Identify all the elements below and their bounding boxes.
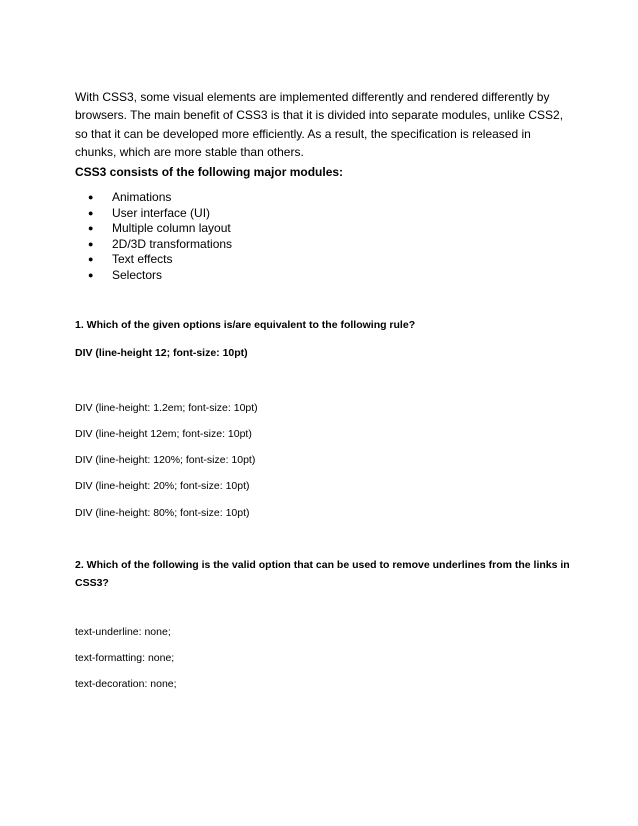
bullet-icon: ● [88,207,94,218]
intro-paragraph: With CSS3, some visual elements are implemented differently and rendered differently by browsers. The main benefit of CSS3 is that it is divided into separate modules, unlike CSS2, so that it can be developed more efficiently. As a result, the specification is released in chunks, which are more stable than others. [75,90,564,159]
bullet-icon: ● [88,238,94,249]
bullet-icon: ● [88,223,94,233]
list-item [75,268,232,284]
list-item-label: Text effects [112,252,173,266]
list-item [75,237,232,253]
modules-heading: CSS3 consists of the following major modules: [75,165,344,179]
question-2-option-c: text-decoration: none; [75,678,177,690]
question-2-option-a: text-underline: none; [75,626,171,638]
list-item-label: Multiple column layout [112,221,231,235]
question-1-option-e: DIV (line-height: 80%; font-size: 10pt) [75,507,250,519]
bullet-icon: ● [88,269,94,280]
question-2-option-b: text-formatting: none; [75,652,175,664]
question-1-option-d: DIV (line-height: 20%; font-size: 10pt) [75,480,250,492]
list-item [75,252,232,268]
question-1-option-a: DIV (line-height: 1.2em; font-size: 10pt) [75,402,258,414]
question-1-option-b: DIV (line-height 12em; font-size: 10pt) [75,428,252,440]
modules-list [75,190,232,283]
question-2-title: 2. Which of the following is the valid option that can be used to remove underlines from the links in CSS3? [75,559,570,589]
bullet-icon: ● [88,192,94,202]
question-1-title: 1. Which of the given options is/are equivalent to the following rule? [75,319,416,331]
question-1-rule: DIV (line-height 12; font-size: 10pt) [75,347,248,359]
list-item-label: Animations [112,190,172,204]
bullet-icon: ● [88,254,94,264]
list-item [75,190,232,206]
list-item [75,221,232,237]
question-1-option-c: DIV (line-height: 120%; font-size: 10pt) [75,454,256,466]
list-item-label: User interface (UI) [112,205,211,220]
list-item-label: Selectors [112,267,163,282]
list-item-label: 2D/3D transformations [112,236,233,251]
list-item [75,206,232,222]
